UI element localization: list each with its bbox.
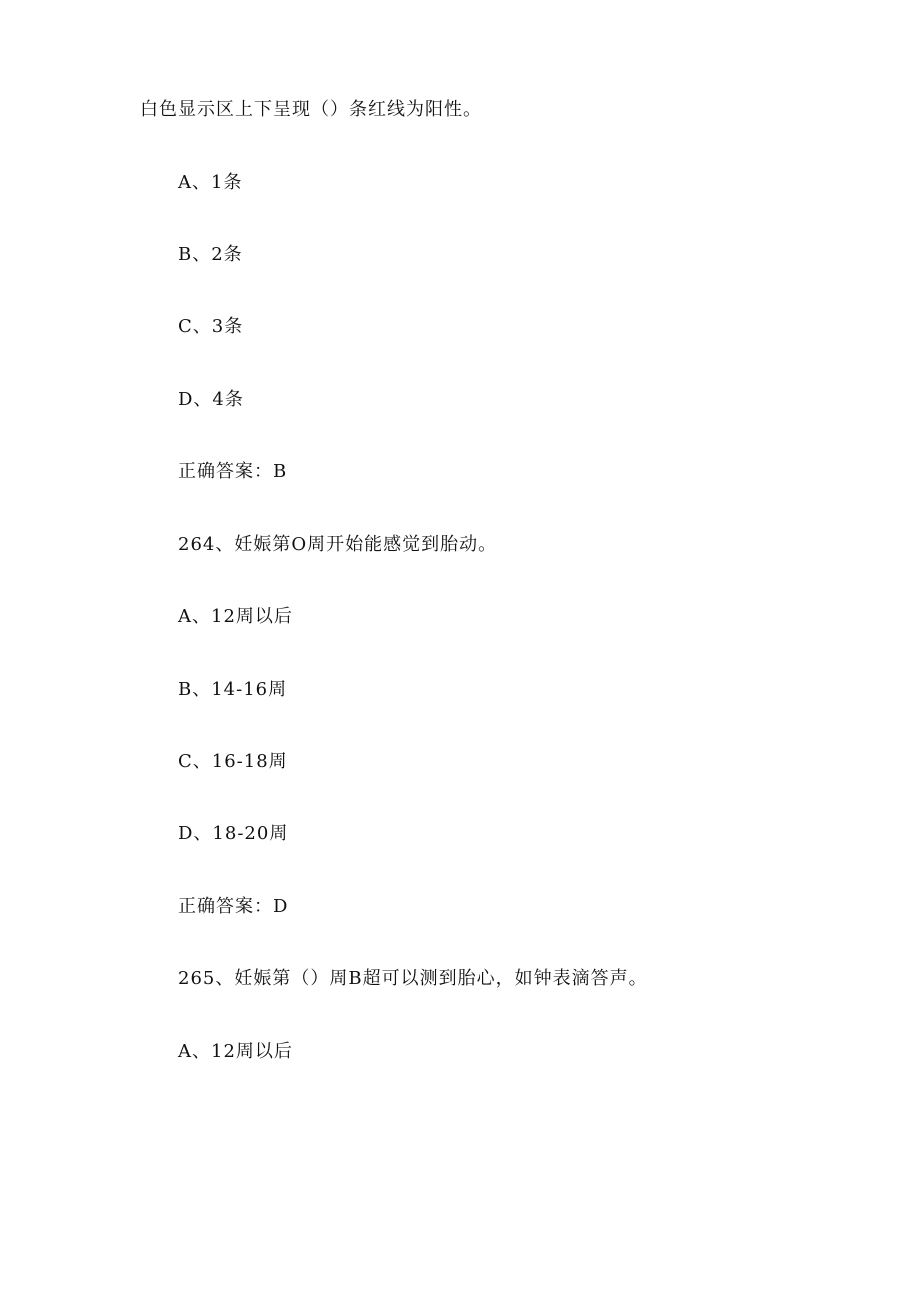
question-264-answer: 正确答案：D [178, 896, 289, 917]
question-265-option-a: A、12周以后 [178, 1041, 293, 1062]
question-265-stem: 265、妊娠第（）周B超可以测到胎心，如钟表滴答声。 [178, 968, 648, 989]
question-264-option-a: A、12周以后 [178, 606, 293, 627]
question-263-option-b: B、2条 [178, 244, 243, 265]
question-264-option-c: C、16-18周 [178, 751, 288, 772]
question-263-stem-continuation: 白色显示区上下呈现（）条红线为阳性。 [140, 99, 482, 120]
question-263-option-a: A、1条 [178, 172, 243, 193]
question-264-option-d: D、18-20周 [178, 823, 289, 844]
question-263-answer: 正确答案：B [178, 461, 288, 482]
question-263-option-c: C、3条 [178, 316, 244, 337]
question-263-option-d: D、4条 [178, 389, 244, 410]
question-264-stem: 264、妊娠第O周开始能感觉到胎动。 [178, 534, 498, 555]
question-264-option-b: B、14-16周 [178, 679, 288, 700]
